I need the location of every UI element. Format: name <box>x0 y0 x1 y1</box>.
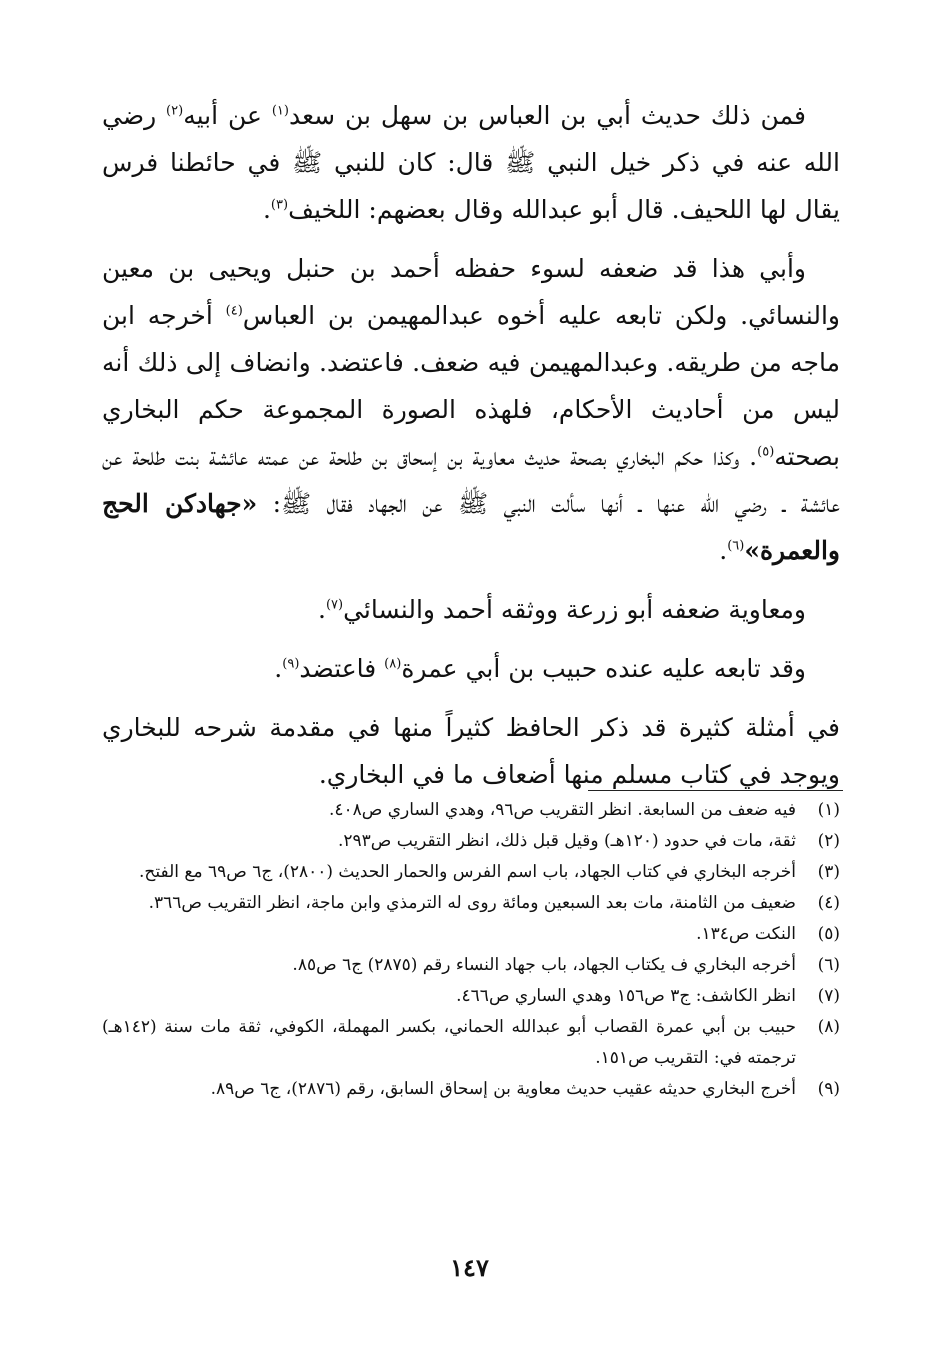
footnote-number: (١) <box>817 800 840 820</box>
footnote-ref: (٩) <box>282 656 300 672</box>
paragraph-4 <box>102 645 840 692</box>
text-run: . <box>719 536 728 565</box>
text-run: . <box>318 595 326 624</box>
footnote-number: (٧) <box>817 986 840 1006</box>
footnote-ref: (٧) <box>325 597 344 613</box>
footnote-number: (٣) <box>817 862 840 882</box>
footnote-number: (٦) <box>817 955 840 975</box>
footnote-text: أخرجه البخاري ف يكتاب الجهاد، باب جهاد النساء رقم (٢٨٧٥) ج٦ ص٨٥. <box>292 955 796 975</box>
footnote-ref: (٨) <box>384 656 402 672</box>
text-run: . <box>274 654 283 683</box>
page-number: ١٤٧ <box>450 1253 489 1282</box>
footnote-number: (٩) <box>817 1079 840 1099</box>
text-run: عن أبيه <box>183 101 272 130</box>
text-run: وقد تابعه عليه عنده حبيب بن أبي عمرة <box>401 654 806 683</box>
text-run: . <box>262 195 271 224</box>
footnote-number: (٥) <box>817 924 840 944</box>
footnote-number: (٢) <box>817 831 840 851</box>
paragraph-2 <box>102 245 840 574</box>
footnote-text: ضعيف من الثامنة، مات بعد السبعين ومائة روى له الترمذي وابن ماجة، انظر التقريب ص٣٦٦. <box>148 893 796 913</box>
footnote-3 <box>102 857 840 888</box>
footnote-ref: (٦) <box>727 538 745 554</box>
footnote-ref: (٤) <box>225 303 243 319</box>
footnote-number: (٨) <box>817 1017 840 1037</box>
footnote-8 <box>102 1012 840 1074</box>
footnote-text: أخرج البخاري حديثه عقيب حديث معاوية بن إسحاق السابق، رقم (٢٨٧٦)، ج٦ ص٨٩. <box>210 1079 796 1099</box>
text-run: فاعتضد <box>299 654 385 683</box>
paragraph-5 <box>102 704 840 798</box>
footnote-ref: (١) <box>271 103 289 119</box>
footnote-text: النكت ص١٣٤. <box>696 924 796 944</box>
text-run: في أمثلة كثيرة قد ذكر الحافظ كثيراً منها في مقدمة شرحه للبخاري ويوجد في كتاب مسلم منها أضعاف ما في البخاري. <box>102 713 840 789</box>
text-run: . وكذا حكم البخاري بصحة حديث معاوية بن إسحاق بن طلحة عن عمته عائشة بنت طلحة عن عائشة ـ رضي الله عنها ـ أنها سألت النبي ﷺ عن الجهاد فقال ﷺ: <box>102 442 840 518</box>
footnote-7 <box>102 981 840 1012</box>
footnote-text: ثقة، مات في حدود (١٢٠هـ) وقيل قبل ذلك، انظر التقريب ص٢٩٣. <box>337 831 796 851</box>
paragraph-3 <box>102 586 840 633</box>
footnote-1 <box>102 795 840 826</box>
footnote-number: (٤) <box>817 893 840 913</box>
footnote-5 <box>102 919 840 950</box>
main-text <box>102 92 840 798</box>
text-run: أخرجه ابن ماجه من طريقه. وعبدالمهيمن فيه ضعف. فاعتضد. وانضاف إلى ذلك أنه ليس من أحاديث الأحكام، فلهذه الصورة المجموعة حكم البخاري بصحته <box>102 301 840 471</box>
footnote-divider <box>588 790 843 791</box>
footnote-9 <box>102 1074 840 1105</box>
text-run: رضي الله عنه في ذكر خيل النبي ﷺ قال: كان للنبي ﷺ في حائطنا فرس يقال لها اللحيف. قال أبو عبدالله وقال بعضهم: اللخيف <box>102 101 840 224</box>
footnote-ref: (٥) <box>757 444 775 460</box>
footnotes <box>102 795 840 1105</box>
text-run: ومعاوية ضعفه أبو زرعة ووثقه أحمد والنسائي <box>343 595 806 624</box>
footnote-2 <box>102 826 840 857</box>
footnote-text: أخرجه البخاري في كتاب الجهاد، باب اسم الفرس والحمار الحديث (٢٨٠٠)، ج٦ ص٦٩ مع الفتح. <box>138 862 796 882</box>
text-run: فمن ذلك حديث أبي بن العباس بن سهل بن سعد <box>288 101 806 130</box>
text-run: وأبي هذا قد ضعفه لسوء حفظه أحمد بن حنبل ويحيى بن معين والنسائي. ولكن تابعه عليه أخوه عبدالمهيمن بن العباس <box>102 254 840 330</box>
footnote-text: انظر الكاشف: ج٣ ص١٥٦ وهدي الساري ص٤٦٦. <box>456 986 796 1006</box>
footnote-ref: (٢) <box>166 103 184 119</box>
footnote-text: فيه ضعف من السابعة. انظر التقريب ص٩٦، وهدي الساري ص٤٠٨. <box>328 800 796 820</box>
footnote-ref: (٣) <box>270 197 289 213</box>
paragraph-1 <box>102 92 840 233</box>
footnote-text: حبيب بن أبي عمرة القصاب أبو عبدالله الحماني، بكسر المهملة، الكوفي، ثقة مات سنة (١٤٢هـ) ترجمته في: التقريب ص١٥١. <box>102 1017 796 1068</box>
footnote-4 <box>102 888 840 919</box>
footnote-6 <box>102 950 840 981</box>
hadith-quote: «جهادكن الحج والعمرة» <box>102 489 840 565</box>
